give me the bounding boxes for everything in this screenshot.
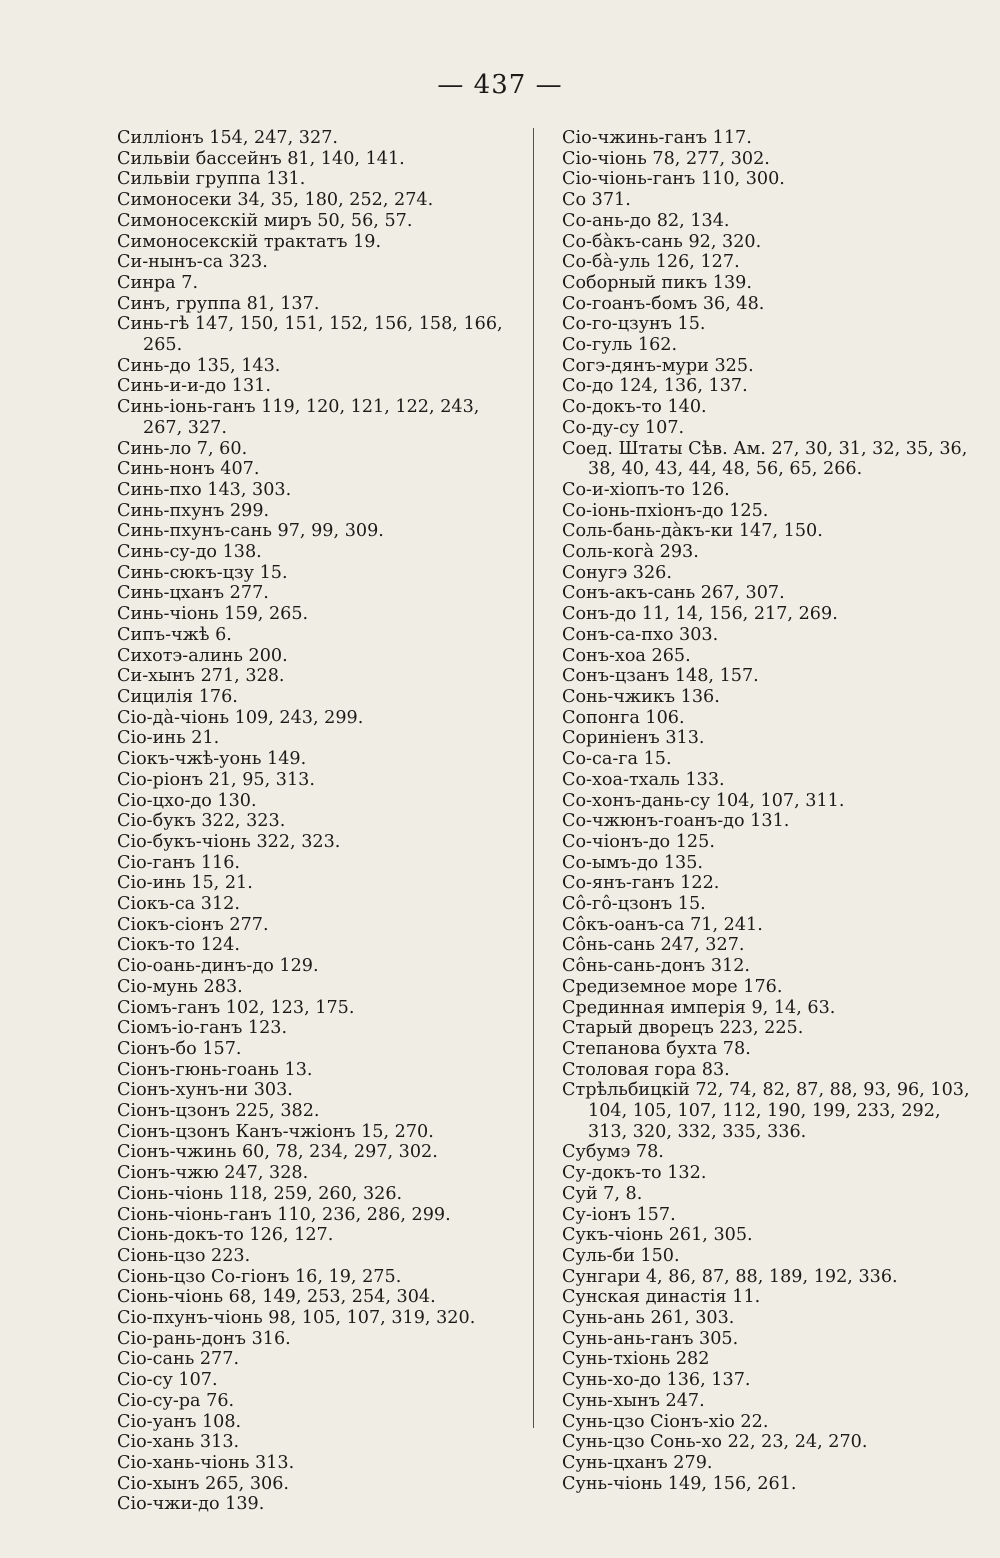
index-entry: Со-ду-су 107. bbox=[562, 417, 685, 438]
index-entry: Со-ымъ-до 135. bbox=[562, 852, 704, 873]
index-entry: Сунская династія 11. bbox=[562, 1287, 761, 1308]
index-entry: Со̂-го̂-цзонъ 15. bbox=[562, 894, 706, 915]
index-entry: Синь-цханъ 277. bbox=[117, 583, 269, 604]
index-entry: Сіо-чіонь-ганъ 110, 300. bbox=[562, 169, 785, 190]
index-entry: Сицилія 176. bbox=[117, 686, 238, 707]
index-entry: Сіо-дà-чіонь 109, 243, 299. bbox=[117, 707, 364, 728]
index-entry: Си-хынъ 271, 328. bbox=[117, 666, 285, 687]
index-entry: Сипъ-чжѣ 6. bbox=[117, 624, 232, 645]
index-entry: Со-докъ-то 140. bbox=[562, 397, 707, 418]
index-entry: Сунь-тхіонь 282 bbox=[562, 1349, 710, 1370]
index-entry: Сіонъ-цзонъ 225, 382. bbox=[117, 1101, 320, 1122]
index-entry: Сіо-инь 15, 21. bbox=[117, 873, 253, 894]
index-entry: Срединная имперія 9, 14, 63. bbox=[562, 997, 836, 1018]
index-entry: Синь-и-и-до 131. bbox=[117, 376, 271, 397]
index-entry: Со-іонь-пхіонъ-до 125. bbox=[562, 500, 769, 521]
index-entry: Силліонъ 154, 247, 327. bbox=[117, 128, 338, 148]
index-entry: Со-гоанъ-бомъ 36, 48. bbox=[562, 293, 765, 314]
index-entry: Сôнь-сань-донъ 312. bbox=[562, 956, 751, 977]
index-entry: Сіонъ-цзонъ Канъ-чжіонъ 15, 270. bbox=[117, 1121, 434, 1142]
index-entry: Сôкъ-оанъ-са 71, 241. bbox=[562, 914, 763, 935]
index-entry: Сіонъ-хунъ-ни 303. bbox=[117, 1080, 293, 1101]
index-entry: Сіо-инь 21. bbox=[117, 728, 220, 749]
index-entry: Сіонь-чіонь 118, 259, 260, 326. bbox=[117, 1183, 403, 1204]
index-entry: Сунь-цзо Сонь-хо 22, 23, 24, 270. bbox=[562, 1432, 868, 1453]
index-entry: Сіо-уанъ 108. bbox=[117, 1411, 242, 1432]
index-entry: Стрѣльбицкій 72, 74, 82, 87, 88, 93, 96, 103, 104, 105, 107, 112, 190, 199, 233, 292, 313, 320, 332, 335, 336. bbox=[562, 1080, 970, 1142]
index-entry: Сіо-букъ-чіонь 322, 323. bbox=[117, 831, 341, 852]
index-entry: Симоносекскій трактатъ 19. bbox=[117, 231, 382, 252]
index-entry: Синь-пхунъ-сань 97, 99, 309. bbox=[117, 521, 384, 542]
index-entry: Столовая гора 83. bbox=[562, 1059, 730, 1080]
index-entry: Синь-іонь-ганъ 119, 120, 121, 122, 243, 267, 327. bbox=[117, 397, 480, 438]
index-entry: Сіо-рань-донъ 316. bbox=[117, 1328, 291, 1349]
index-entry: Сунь-чіонь 149, 156, 261. bbox=[562, 1473, 797, 1494]
index-entry: Сіо-букъ 322, 323. bbox=[117, 811, 286, 832]
index-entry: Сіокъ-сіонъ 277. bbox=[117, 914, 269, 935]
index-entry: Согэ-дянъ-мури 325. bbox=[562, 355, 754, 376]
index-entry: Сіонъ-чжю 247, 328. bbox=[117, 1163, 309, 1184]
index-entry: Сіо-хань 313. bbox=[117, 1432, 240, 1453]
index-entry: Синь-ло 7, 60. bbox=[117, 438, 248, 459]
index-entry: Соборный пикъ 139. bbox=[562, 272, 752, 293]
index-entry: Сіо-оань-динъ-до 129. bbox=[117, 956, 319, 977]
index-entry: Симоносекскій миръ 50, 56, 57. bbox=[117, 210, 413, 231]
index-entry: Средиземное море 176. bbox=[562, 976, 783, 997]
index-entry: Со-и-хіопъ-то 126. bbox=[562, 479, 730, 500]
page-number: — 437 — bbox=[437, 70, 563, 100]
index-entry: Су-докъ-то 132. bbox=[562, 1163, 707, 1184]
index-entry: Сіомъ-іо-ганъ 123. bbox=[117, 1018, 288, 1039]
index-entry: Сіонь-чіонь 68, 149, 253, 254, 304. bbox=[117, 1287, 436, 1308]
index-entry: Синь-нонъ 407. bbox=[117, 459, 260, 480]
index-entry: Сіо-су 107. bbox=[117, 1370, 218, 1391]
index-entry: Со 371. bbox=[562, 190, 631, 211]
index-entry: Синь-чіонь 159, 265. bbox=[117, 604, 309, 625]
index-entry: Су-іонъ 157. bbox=[562, 1204, 676, 1225]
index-entry: Сіокъ-чжѣ-уонь 149. bbox=[117, 749, 307, 770]
index-entry: Сукъ-чіонь 261, 305. bbox=[562, 1225, 753, 1246]
index-entry: Сунь-цханъ 279. bbox=[562, 1453, 713, 1473]
index-entry: Сопонга 106. bbox=[562, 707, 685, 728]
index-entry: Соль-когà 293. bbox=[562, 542, 699, 563]
index-entry: Сунь-цзо Сіонъ-хіо 22. bbox=[562, 1411, 769, 1432]
index-entry: Со-хонъ-дань-су 104, 107, 311. bbox=[562, 790, 845, 811]
index-entry: Сіо-хань-чіонь 313. bbox=[117, 1453, 295, 1473]
index-entry: Субумэ 78. bbox=[562, 1142, 664, 1163]
index-entry: Сильвіи бассейнъ 81, 140, 141. bbox=[117, 148, 405, 169]
index-entry: Соед. Штаты Сѣв. Ам. 27, 30, 31, 32, 35, 36, 38, 40, 43, 44, 48, 56, 65, 266. bbox=[562, 438, 968, 480]
index-entry: Синь-гѣ 147, 150, 151, 152, 156, 158, 166, 265. bbox=[117, 314, 503, 356]
index-entry: Сіо-су-ра 76. bbox=[117, 1390, 235, 1411]
index-entry: Сôнь-сань 247, 327. bbox=[562, 935, 745, 956]
index-entry: Сунь-хынъ 247. bbox=[562, 1390, 705, 1411]
index-entry: Степанова бухта 78. bbox=[562, 1038, 751, 1059]
index-entry: Со-бàкъ-сань 92, 320. bbox=[562, 231, 762, 252]
index-entry: Синь-пхо 143, 303. bbox=[117, 479, 292, 500]
index-entry: Со-до 124, 136, 137. bbox=[562, 376, 748, 397]
index-entry: Соринiенъ 313. bbox=[562, 728, 705, 749]
index-entry: Сіо-чжинь-ганъ 117. bbox=[562, 128, 752, 148]
index-entry: Сунь-ань 261, 303. bbox=[562, 1308, 735, 1329]
index-entry: Сіонь-цзо 223. bbox=[117, 1245, 251, 1266]
index-entry: Сонь-чжикъ 136. bbox=[562, 686, 720, 707]
index-entry: Сіо-ганъ 116. bbox=[117, 852, 241, 873]
index-entry: Симоносеки 34, 35, 180, 252, 274. bbox=[117, 190, 434, 211]
index-entry: Сіокъ-са 312. bbox=[117, 894, 240, 915]
index-entry: Сіо-хынъ 265, 306. bbox=[117, 1473, 290, 1494]
index-entry: Со-чжюнъ-гоанъ-до 131. bbox=[562, 811, 790, 832]
index-entry: Суль-би 150. bbox=[562, 1245, 680, 1266]
index-entry: Сіо-цхо-до 130. bbox=[117, 790, 257, 811]
index-entry: Сильвіи группа 131. bbox=[117, 169, 306, 190]
index-entry: Синь-пхунъ 299. bbox=[117, 500, 270, 521]
index-entry: Сонъ-акъ-сань 267, 307. bbox=[562, 583, 785, 604]
index-entry: Со-хоа-тхаль 133. bbox=[562, 769, 725, 790]
index-entry: Сіонъ-чжинь 60, 78, 234, 297, 302. bbox=[117, 1142, 438, 1163]
index-entry: Синь-до 135, 143. bbox=[117, 355, 281, 376]
index-column-left bbox=[117, 128, 517, 1515]
index-entry: Сіо-сань 277. bbox=[117, 1349, 240, 1370]
index-entry: Сіо-мунь 283. bbox=[117, 976, 243, 997]
index-entry: Со-янъ-ганъ 122. bbox=[562, 873, 720, 894]
index-entry: Сонъ-хоа 265. bbox=[562, 645, 691, 666]
index-entry: Сіонъ-гюнь-гоань 13. bbox=[117, 1059, 313, 1080]
index-entry: Сіонь-чіонь-ганъ 110, 236, 286, 299. bbox=[117, 1204, 451, 1225]
index-entry: Синь-сюкъ-цзу 15. bbox=[117, 562, 288, 583]
index-entry: Сіомъ-ганъ 102, 123, 175. bbox=[117, 997, 355, 1018]
index-entry: Си-нынъ-са 323. bbox=[117, 252, 268, 273]
index-entry: Сіонь-докъ-то 126, 127. bbox=[117, 1225, 334, 1246]
index-entry: Со-бà-уль 126, 127. bbox=[562, 252, 740, 273]
column-divider bbox=[533, 128, 534, 1428]
index-entry: Сіо-чіонь 78, 277, 302. bbox=[562, 148, 770, 169]
index-entry: Сихотэ-алинь 200. bbox=[117, 645, 288, 666]
index-entry: Сонъ-цзанъ 148, 157. bbox=[562, 666, 759, 687]
index-entry: Сіо-чжи-до 139. bbox=[117, 1494, 265, 1515]
index-entry: Со-чіонъ-до 125. bbox=[562, 831, 715, 852]
index-entry: Со-са-га 15. bbox=[562, 749, 672, 770]
index-entry: Сонъ-са-пхо 303. bbox=[562, 624, 719, 645]
index-entry: Сунь-хо-до 136, 137. bbox=[562, 1370, 751, 1391]
index-entry: Сунь-ань-ганъ 305. bbox=[562, 1328, 739, 1349]
index-entry: Соль-бань-дàкъ-ки 147, 150. bbox=[562, 521, 823, 542]
index-entry: Сіонь-цзо Со-гіонъ 16, 19, 275. bbox=[117, 1266, 402, 1287]
index-column-right bbox=[562, 128, 972, 1494]
index-entry: Сіонъ-бо 157. bbox=[117, 1038, 242, 1059]
index-entry: Синь-су-до 138. bbox=[117, 542, 262, 563]
index-entry: Сіо-пхунъ-чіонь 98, 105, 107, 319, 320. bbox=[117, 1308, 476, 1329]
index-entry: Сіокъ-то 124. bbox=[117, 935, 240, 956]
index-entry: Со-ань-до 82, 134. bbox=[562, 210, 730, 231]
index-entry: Старый дворецъ 223, 225. bbox=[562, 1018, 804, 1039]
index-entry: Сонъ-до 11, 14, 156, 217, 269. bbox=[562, 604, 838, 625]
index-entry: Со-го-цзунъ 15. bbox=[562, 314, 706, 335]
index-entry: Сонугэ 326. bbox=[562, 562, 672, 583]
index-entry: Синъ, группа 81, 137. bbox=[117, 293, 320, 314]
index-entry: Суй 7, 8. bbox=[562, 1183, 643, 1204]
index-entry: Синра 7. bbox=[117, 272, 199, 293]
index-entry: Сіо-ріонъ 21, 95, 313. bbox=[117, 769, 315, 790]
index-entry: Со-гуль 162. bbox=[562, 335, 678, 356]
index-entry: Сунгари 4, 86, 87, 88, 189, 192, 336. bbox=[562, 1266, 898, 1287]
